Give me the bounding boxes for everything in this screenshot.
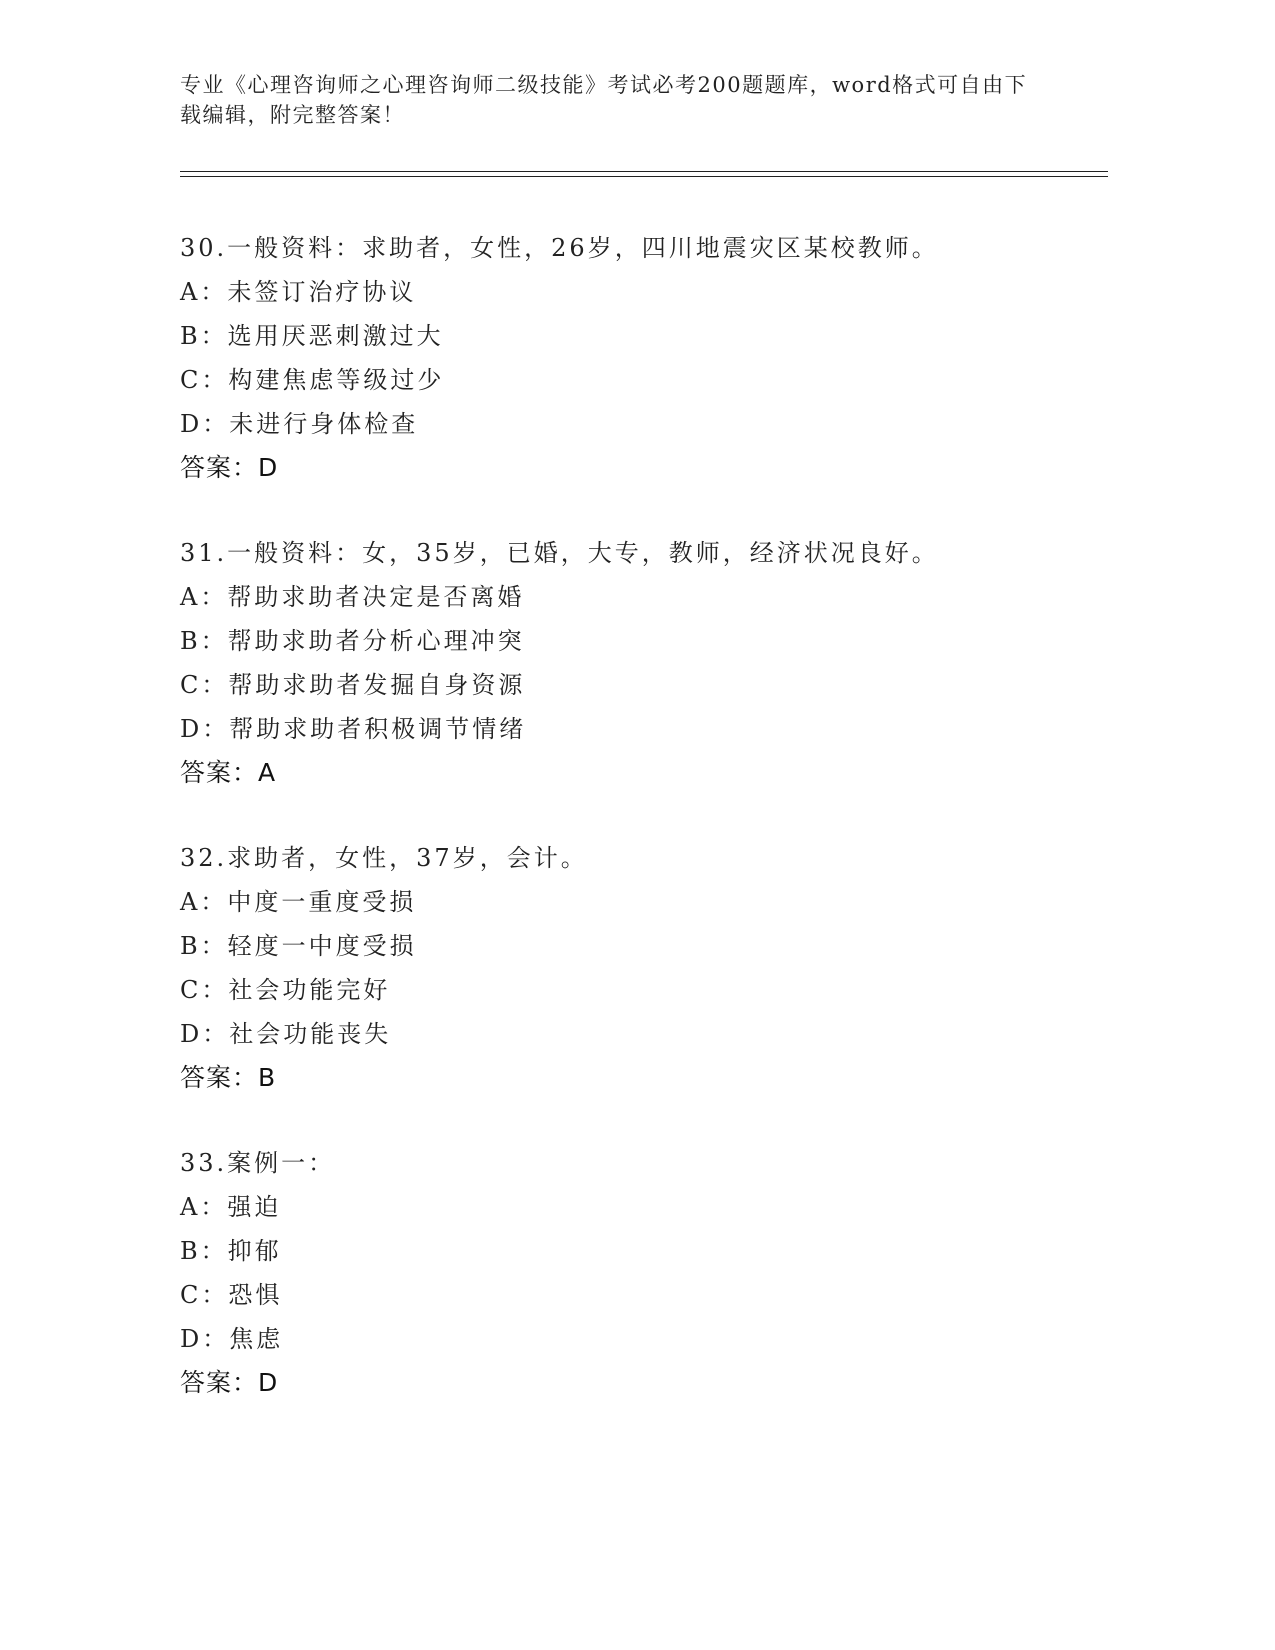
question-stem: 30.一般资料：求助者，女性，26岁，四川地震灾区某校教师。 [180,234,939,262]
option-c: C：恐惧 [180,1281,283,1309]
document-header: 专业《心理咨询师之心理咨询师二级技能》考试必考200题题库，word格式可自由下载编辑，附完整答案！ [180,73,1028,127]
option-c: C：构建焦虑等级过少 [180,366,445,394]
question-30 [180,226,1080,490]
option-b: B：选用厌恶刺激过大 [180,322,444,350]
header-divider-top [180,171,1108,172]
option-a: A：强迫 [180,1193,282,1221]
option-b: B：帮助求助者分析心理冲突 [180,627,525,655]
question-31 [180,531,1080,795]
option-a: A：帮助求助者决定是否离婚 [180,583,525,611]
answer: 答案：D [180,453,279,482]
question-stem: 33.案例一： [180,1149,336,1177]
answer: 答案：B [180,1063,277,1092]
option-d: D：焦虑 [180,1325,284,1353]
question-stem: 31.一般资料：女，35岁，已婚，大专，教师，经济状况良好。 [180,539,939,567]
answer: 答案：D [180,1368,279,1397]
answer: 答案：A [180,758,277,787]
option-c: C：帮助求助者发掘自身资源 [180,671,526,699]
option-d: D：社会功能丧失 [180,1020,392,1048]
option-b: B：抑郁 [180,1237,282,1265]
header-divider-bottom [180,176,1108,177]
option-d: D：未进行身体检查 [180,410,419,438]
question-33 [180,1141,1080,1405]
option-a: A：中度一重度受损 [180,888,417,916]
question-32 [180,836,1080,1100]
option-b: B：轻度一中度受损 [180,932,417,960]
option-c: C：社会功能完好 [180,976,391,1004]
question-stem: 32.求助者，女性，37岁，会计。 [180,844,588,872]
option-d: D：帮助求助者积极调节情绪 [180,715,527,743]
option-a: A：未签订治疗协议 [180,278,417,306]
